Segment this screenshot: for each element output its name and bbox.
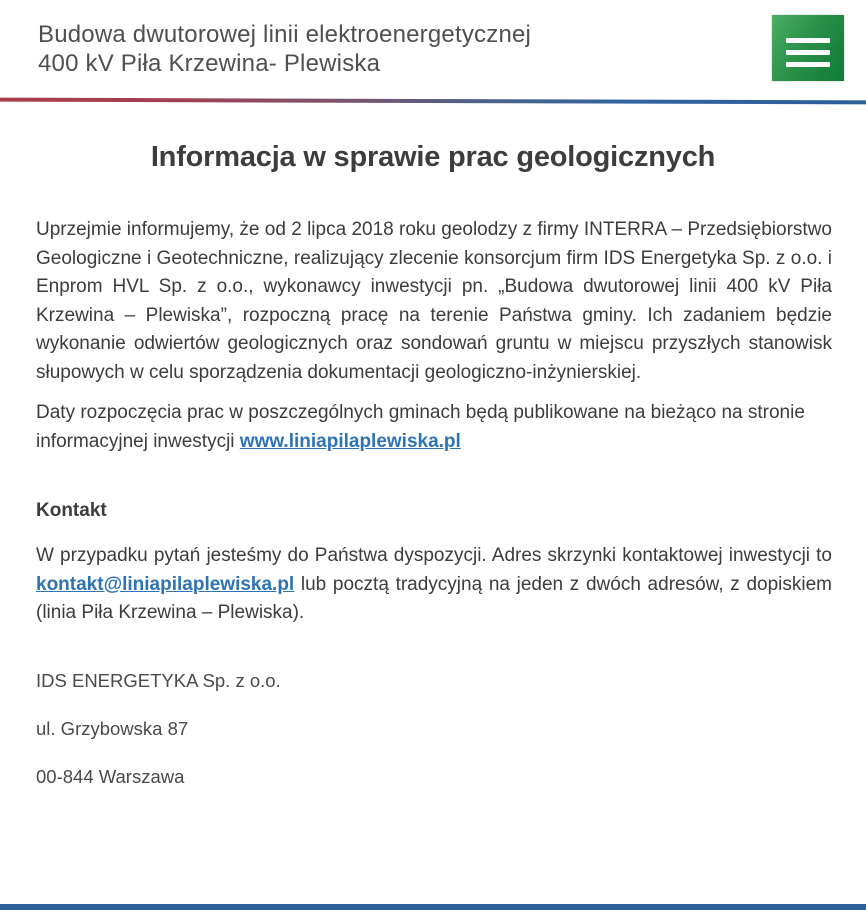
- paragraph-contact-text2: lub pocztą tradycyjną na jeden z dwóch adresów, z dopiskiem (linia Piła Krzewina – Plewiska).: [36, 573, 832, 623]
- header-divider-line: [0, 98, 866, 105]
- address-city: 00-844 Warszawa: [36, 765, 185, 787]
- header-title-line2: 400 kV Piła Krzewina- Plewiska: [38, 50, 381, 77]
- address-company: IDS ENERGETYKA Sp. z o.o.: [36, 669, 281, 691]
- logo-bar: [786, 62, 830, 67]
- header-title: [38, 20, 531, 78]
- paragraph-contact: [36, 542, 832, 628]
- document-content: [0, 141, 866, 788]
- paragraph-dates: [36, 399, 832, 456]
- green-three-bars-logo-icon: [772, 15, 844, 81]
- website-link[interactable]: www.liniapilaplewiska.pl: [239, 430, 461, 452]
- document-header: [0, 0, 866, 81]
- paragraph-intro: Uprzejmie informujemy, że od 2 lipca 2018 roku geolodzy z firmy INTERRA – Przedsiębiorstwo Geologiczne i Geotechniczne, realizujący zlecenie konsorcjum firm IDS Energetyka Sp. z o.o. i Enprom HVL Sp. z o.o., wykonawcy inwestycji pn. „Budowa dwutorowej linii 400 kV Piła Krzewina – Plewiska”, rozpoczną pracę na terenie Państwa gminy. Ich zadaniem będzie wykonanie odwiertów geologicznych oraz sondowań gruntu w miejscu przyszłych stanowisk słupowych w celu sporządzenia dokumentacji geologiczno-inżynierskiej.: [36, 219, 832, 383]
- contact-heading: Kontakt: [36, 500, 107, 521]
- logo-bar: [786, 38, 830, 43]
- page-title: Informacja w sprawie prac geologicznych: [150, 141, 716, 173]
- email-link[interactable]: kontakt@liniapilaplewiska.pl: [36, 573, 295, 595]
- paragraph-contact-text1: W przypadku pytań jesteśmy do Państwa dyspozycji. Adres skrzynki kontaktowej inwestycji to: [36, 545, 832, 566]
- logo-bar: [786, 50, 830, 55]
- header-title-line1: Budowa dwutorowej linii elektroenergetycznej: [38, 21, 532, 48]
- paragraph-dates-text: Daty rozpoczęcia prac w poszczególnych gminach będą publikowane na bieżąco na stronie informacyjnej inwestycji: [36, 402, 805, 452]
- address-street: ul. Grzybowska 87: [36, 717, 189, 739]
- footer-bar: [0, 904, 866, 910]
